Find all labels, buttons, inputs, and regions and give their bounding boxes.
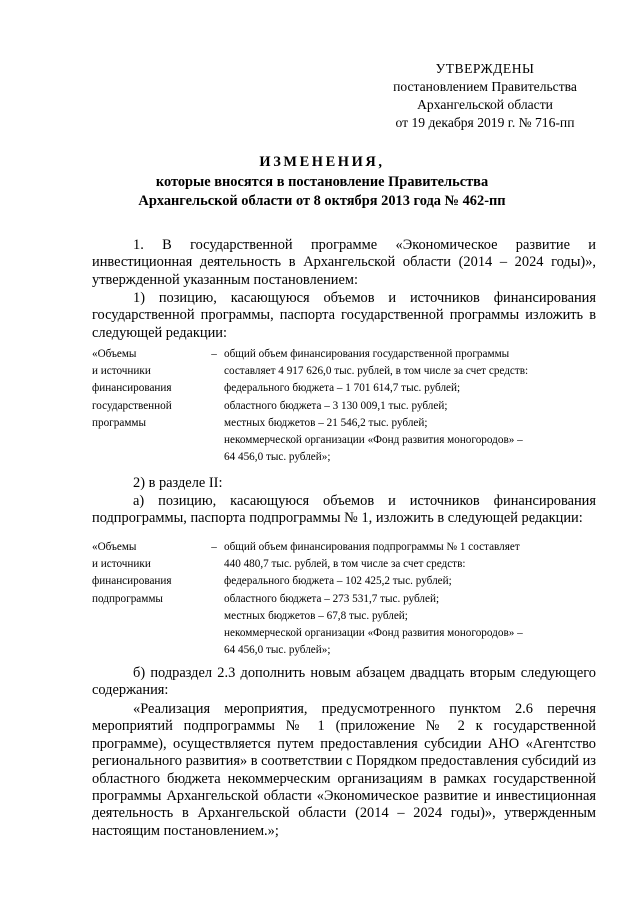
table2-value-line: федерального бюджета – 102 425,2 тыс. рублей;: [224, 575, 452, 588]
heading-title: ИЗМЕНЕНИЯ,: [259, 154, 385, 170]
table1-value-line: федерального бюджета – 1 701 614,7 тыс. рублей;: [224, 382, 461, 395]
table2-label-line: «Объемы: [92, 541, 137, 553]
paragraph-3: 2) в разделе II:: [133, 475, 223, 491]
approved-line-2: Архангельской области: [417, 97, 553, 112]
table2-label-cell: [92, 539, 204, 659]
table2-value-line: общий объем финансирования подпрограммы № 1 составляет: [224, 541, 520, 553]
table2-value-line: 64 456,0 тыс. рублей»;: [224, 644, 331, 657]
table2-value-line: областного бюджета – 273 531,7 тыс. рублей;: [224, 592, 440, 605]
table1-label-line: «Объемы: [92, 348, 137, 360]
table1-value-line: общий объем финансирования государственной программы: [224, 348, 510, 360]
table1-value-line: составляет 4 917 626,0 тыс. рублей, в том числе за счет средств:: [224, 365, 529, 378]
table2-value-line: местных бюджетов – 67,8 тыс. рублей;: [224, 609, 408, 622]
table1-label-cell: [92, 346, 204, 466]
paragraph-4: а) позицию, касающуюся объемов и источников финансирования подпрограммы, паспорта подпрограммы № 1, изложить в следующей редакции:: [92, 493, 596, 527]
table1-value-line: 64 456,0 тыс. рублей»;: [224, 451, 331, 464]
paragraph-5: б) подраздел 2.3 дополнить новым абзацем двадцать вторым следующего содержания:: [92, 665, 596, 699]
table2-label-line: и источники: [92, 558, 151, 571]
table2-dash: –: [211, 541, 217, 553]
passport-table-program: [92, 346, 602, 466]
table1-label-line: государственной: [92, 399, 172, 412]
table1-label-line: программы: [92, 416, 146, 429]
passport-table-subprogram: [92, 539, 602, 659]
table2-label-line: финансирования: [92, 575, 172, 588]
heading-line-1: которые вносятся в постановление Правительства: [155, 173, 489, 190]
approved-line-3: от 19 декабря 2019 г. № 716-пп: [395, 115, 575, 130]
table1-dash: –: [211, 348, 217, 360]
table1-values-cell: [224, 346, 602, 466]
table1-value-line: некоммерческой организации «Фонд развития моногородов» –: [224, 434, 523, 447]
table1-label-line: финансирования: [92, 382, 172, 395]
approval-stamp: [380, 60, 590, 132]
table1-value-line: областного бюджета – 3 130 009,1 тыс. рублей;: [224, 399, 448, 412]
table1-label-line: и источники: [92, 365, 151, 378]
table2-values-cell: [224, 539, 602, 659]
approved-line-1: постановлением Правительства: [393, 79, 577, 94]
table1-value-line: местных бюджетов – 21 546,2 тыс. рублей;: [224, 416, 428, 429]
approved-title: УТВЕРЖДЕНЫ: [435, 61, 535, 76]
table2-value-line: 440 480,7 тыс. рублей, в том числе за счет средств:: [224, 558, 466, 571]
paragraph-1: 1. В государственной программе «Экономическое развитие и инвестиционная деятельность в Архангельской области (2014 – 2024 годы)», утвержденной указанным постановлением:: [92, 237, 596, 288]
document-heading: [80, 153, 564, 212]
heading-line-2: Архангельской области от 8 октября 2013 года № 462-пп: [138, 193, 506, 209]
table2-value-line: некоммерческой организации «Фонд развития моногородов» –: [224, 627, 523, 640]
table2-label-line: подпрограммы: [92, 592, 163, 605]
paragraph-6: «Реализация мероприятия, предусмотренного пунктом 2.6 перечня мероприятий подпрограммы № 1 (приложение № 2 к государственной программе), осуществляется путем предоставления субсидии АНО «Агентство регионального развития» в соответствии с Порядком предоставления субсидий из областного бюджета некоммерческим организациям в рамках государственной программы Архангельской области «Экономическое развитие и инвестиционная деятельность в Архангельской области (2014 – 2024 годы)», утвержденным настоящим постановлением.»;: [92, 701, 596, 839]
paragraph-2: 1) позицию, касающуюся объемов и источников финансирования государственной программы, паспорта государственной программы изложить в следующей редакции:: [92, 290, 596, 341]
